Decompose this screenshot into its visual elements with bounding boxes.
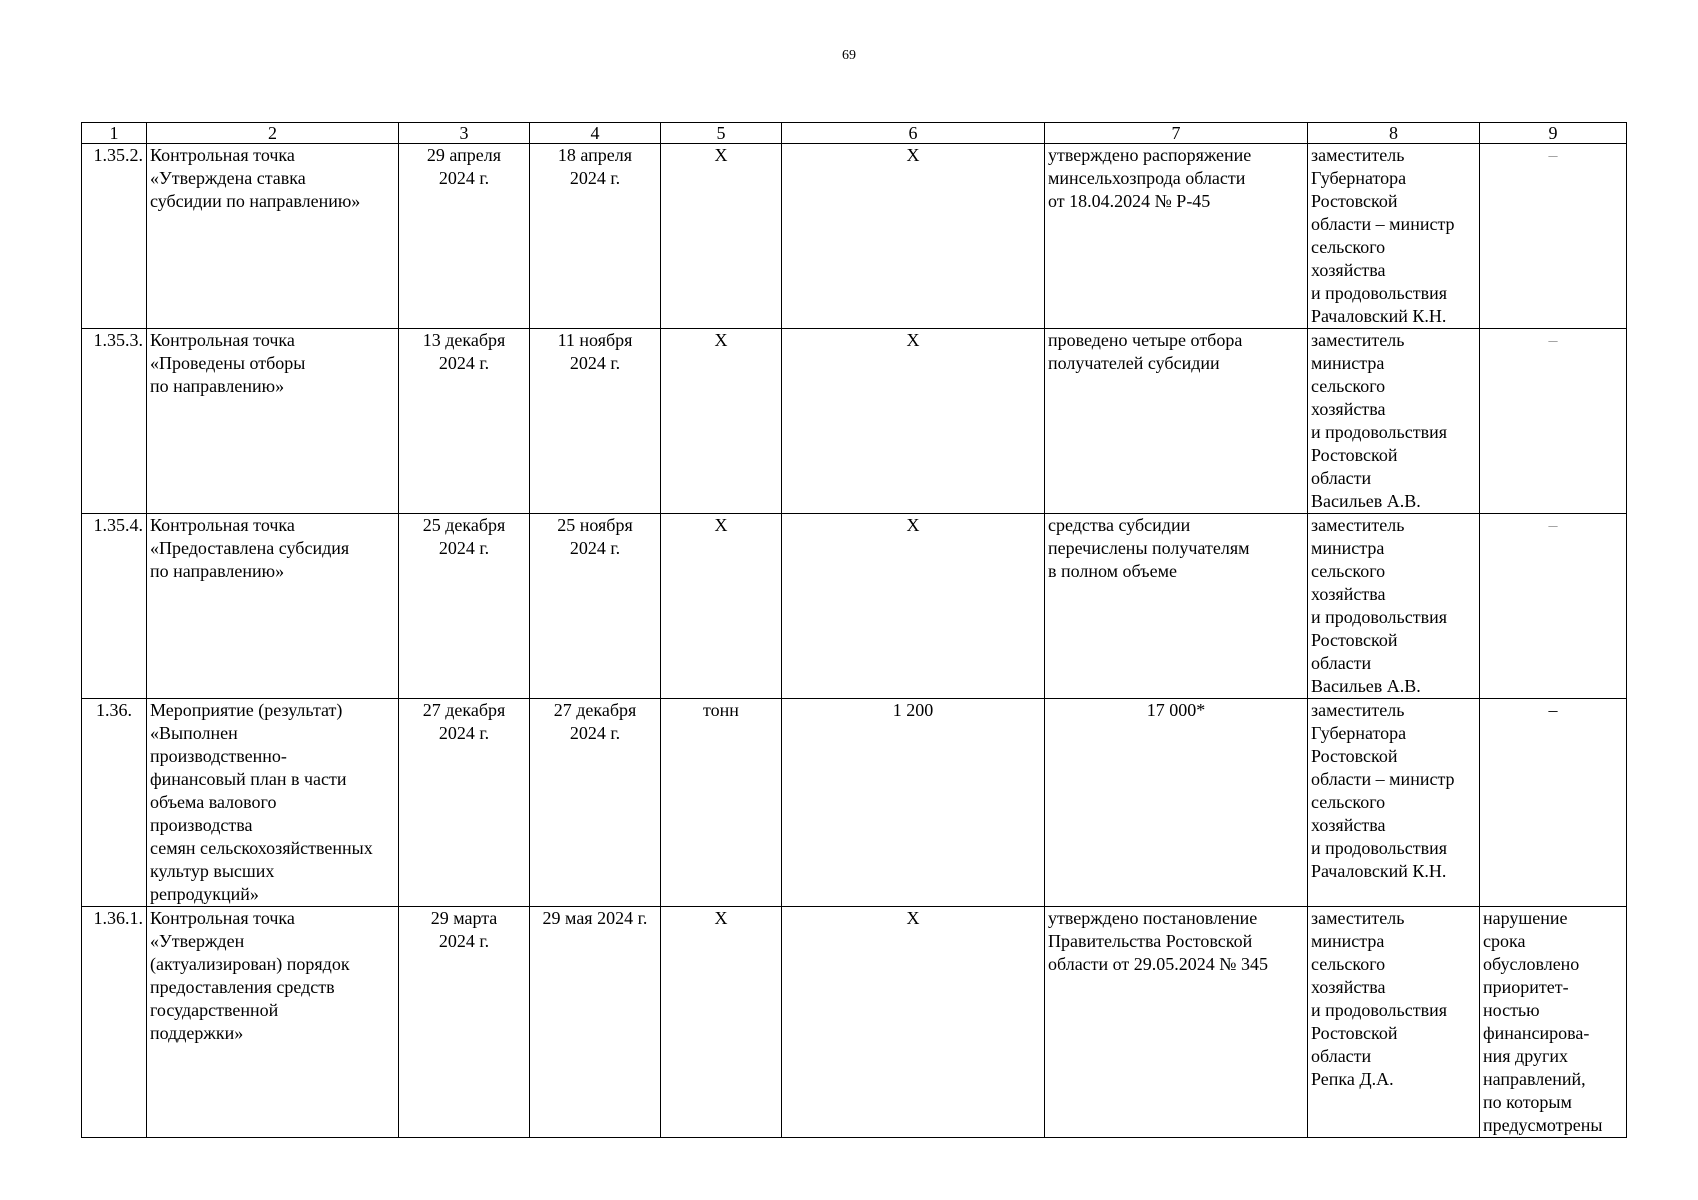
row-plan-date: 13 декабря 2024 г. — [399, 329, 530, 514]
row-name: Контрольная точка «Проведены отборы по направлению» — [147, 329, 399, 514]
row-number: 1.36. — [82, 699, 147, 907]
row-note: нарушение срока обусловлено приоритет- ностью финансирова- ния других направлений, по которым предусмотрены — [1480, 907, 1627, 1138]
page-number: 69 — [842, 48, 856, 63]
row-plan-date: 27 декабря 2024 г. — [399, 699, 530, 907]
row-fact-value: средства субсидии перечислены получателям в полном объеме — [1045, 514, 1308, 699]
row-fact-value: утверждено распоряжение минсельхозпрода области от 18.04.2024 № Р-45 — [1045, 144, 1308, 329]
row-plan-value: 1 200 — [782, 699, 1045, 907]
row-unit: тонн — [661, 699, 782, 907]
row-responsible: заместитель Губернатора Ростовской области – министр сельского хозяйства и продовольствия Рачаловский К.Н. — [1308, 699, 1480, 907]
row-number: 1.36.1. — [82, 907, 147, 1138]
report-table — [81, 122, 1627, 1138]
row-fact-value: утверждено постановление Правительства Ростовской области от 29.05.2024 № 345 — [1045, 907, 1308, 1138]
row-plan-date: 25 декабря 2024 г. — [399, 514, 530, 699]
row-fact-date: 29 мая 2024 г. — [530, 907, 661, 1138]
row-note: – — [1480, 514, 1627, 699]
row-plan-value: X — [782, 514, 1045, 699]
row-plan-date: 29 марта 2024 г. — [399, 907, 530, 1138]
row-unit: X — [661, 514, 782, 699]
row-name: Контрольная точка «Предоставлена субсидия по направлению» — [147, 514, 399, 699]
column-header-9: 9 — [1480, 123, 1627, 144]
column-header-1: 1 — [82, 123, 147, 144]
column-header-2: 2 — [147, 123, 399, 144]
row-plan-value: X — [782, 907, 1045, 1138]
row-unit: X — [661, 907, 782, 1138]
column-header-4: 4 — [530, 123, 661, 144]
table-row — [82, 514, 1627, 699]
table-row — [82, 329, 1627, 514]
row-note: – — [1480, 329, 1627, 514]
row-fact-date: 25 ноября 2024 г. — [530, 514, 661, 699]
column-header-3: 3 — [399, 123, 530, 144]
row-number: 1.35.3. — [82, 329, 147, 514]
row-unit: X — [661, 144, 782, 329]
row-unit: X — [661, 329, 782, 514]
row-number: 1.35.4. — [82, 514, 147, 699]
row-number: 1.35.2. — [82, 144, 147, 329]
row-responsible: заместитель Губернатора Ростовской области – министр сельского хозяйства и продовольствия Рачаловский К.Н. — [1308, 144, 1480, 329]
column-header-8: 8 — [1308, 123, 1480, 144]
row-name: Мероприятие (результат) «Выполнен производственно- финансовый план в части объема валового производства семян сельскохозяйственных культур высших репродукций» — [147, 699, 399, 907]
row-plan-value: X — [782, 329, 1045, 514]
column-header-5: 5 — [661, 123, 782, 144]
table-row — [82, 907, 1627, 1138]
table-row — [82, 699, 1627, 907]
row-note: – — [1480, 144, 1627, 329]
column-header-6: 6 — [782, 123, 1045, 144]
row-plan-date: 29 апреля 2024 г. — [399, 144, 530, 329]
column-header-7: 7 — [1045, 123, 1308, 144]
row-responsible: заместитель министра сельского хозяйства и продовольствия Ростовской области Васильев А.В. — [1308, 329, 1480, 514]
row-fact-date: 11 ноября 2024 г. — [530, 329, 661, 514]
row-note: – — [1480, 699, 1627, 907]
row-responsible: заместитель министра сельского хозяйства и продовольствия Ростовской области Васильев А.В. — [1308, 514, 1480, 699]
row-plan-value: X — [782, 144, 1045, 329]
row-fact-date: 27 декабря 2024 г. — [530, 699, 661, 907]
table-row — [82, 144, 1627, 329]
row-name: Контрольная точка «Утверждена ставка субсидии по направлению» — [147, 144, 399, 329]
row-fact-value: проведено четыре отбора получателей субсидии — [1045, 329, 1308, 514]
row-fact-value: 17 000* — [1045, 699, 1308, 907]
header-row — [82, 123, 1627, 144]
row-responsible: заместитель министра сельского хозяйства и продовольствия Ростовской области Репка Д.А. — [1308, 907, 1480, 1138]
row-name: Контрольная точка «Утвержден (актуализирован) порядок предоставления средств государственной поддержки» — [147, 907, 399, 1138]
row-fact-date: 18 апреля 2024 г. — [530, 144, 661, 329]
